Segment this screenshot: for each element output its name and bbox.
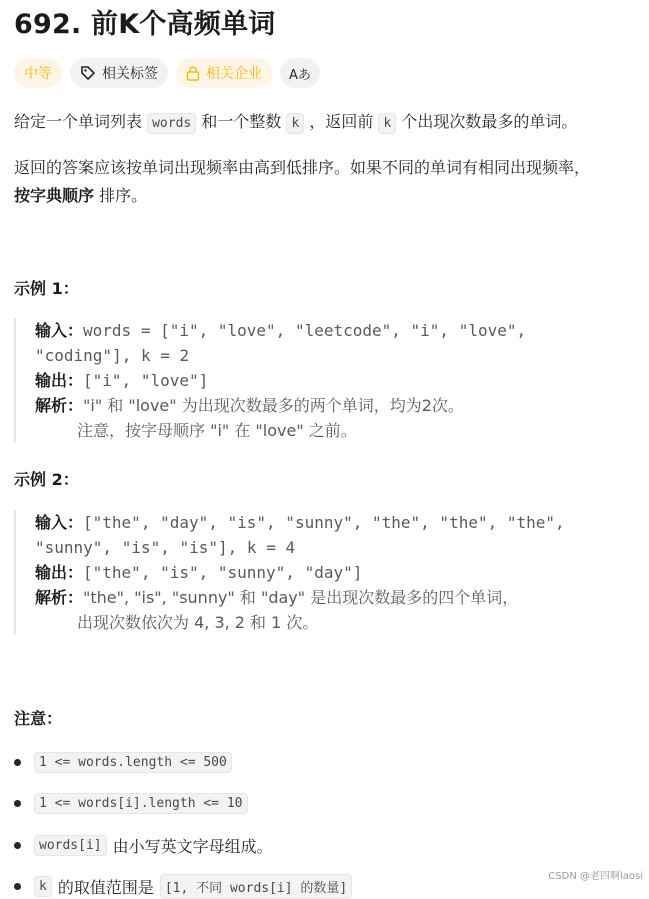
related-companies-label: 相关企业 (206, 66, 262, 82)
watermark: CSDN @老四啊laosi (548, 871, 643, 882)
bold-dictionary-order: 按字典顺序 (14, 186, 95, 205)
related-tags-label: 相关标签 (102, 66, 158, 82)
bullet-dot (14, 883, 21, 890)
related-tags-button[interactable] (70, 58, 168, 88)
problem-title: 692. 前K个高频单词 (14, 9, 276, 40)
related-companies-button[interactable] (176, 58, 272, 88)
bullet-dot (14, 800, 21, 807)
translate-button[interactable] (280, 58, 320, 88)
code-k: k (378, 113, 396, 134)
example-1-block: 输入：words = ["i", "love", "leetcode", "i", "love", "coding"], k = 2 输出：["i", "love"] 解析："i" 和 "love" 为出现次数最多的两个单词，均为2次。 注意，按字母顺序 "i" 在 "love" 之前。 (14, 318, 624, 443)
example-2-heading: 示例 2： (14, 470, 79, 489)
description-paragraph-1: 给定一个单词列表 words 和一个整数 k ，返回前 k 个出现次数最多的单词。 (14, 108, 577, 138)
list-item: 1 <= words[i].length <= 10 (14, 793, 248, 814)
lock-icon (186, 65, 200, 81)
bullet-dot (14, 759, 21, 766)
description-paragraph-2: 返回的答案应该按单词出现频率由高到低排序。如果不同的单词有相同出现频率， 按字典顺序 排序。 (14, 158, 591, 205)
translate-icon: Aあ (289, 67, 311, 83)
example-2-block: 输入：["the", "day", "is", "sunny", "the", "the", "the", "sunny", "is", "is"], k = 4 输出：["the", "is", "sunny", "day"] 解析："the", "is", "sunny" 和 "day" 是出现次数最多的四个单词， 出现次数依次为 4, 3, 2 和 1 次。 (14, 510, 624, 635)
bullet-dot (14, 842, 21, 849)
tag-bar (14, 58, 320, 88)
list-item: k 的取值范围是 [1, 不同 words[i] 的数量] (14, 874, 352, 899)
notes-heading: 注意： (14, 709, 63, 728)
list-item: 1 <= words.length <= 500 (14, 752, 232, 773)
example-1-heading: 示例 1： (14, 279, 79, 298)
difficulty-badge: 中等 (14, 58, 62, 88)
tag-icon (80, 65, 96, 81)
code-k: k (286, 113, 304, 134)
list-item: words[i] 由小写英文字母组成。 (14, 834, 273, 857)
code-words: words (147, 113, 196, 134)
